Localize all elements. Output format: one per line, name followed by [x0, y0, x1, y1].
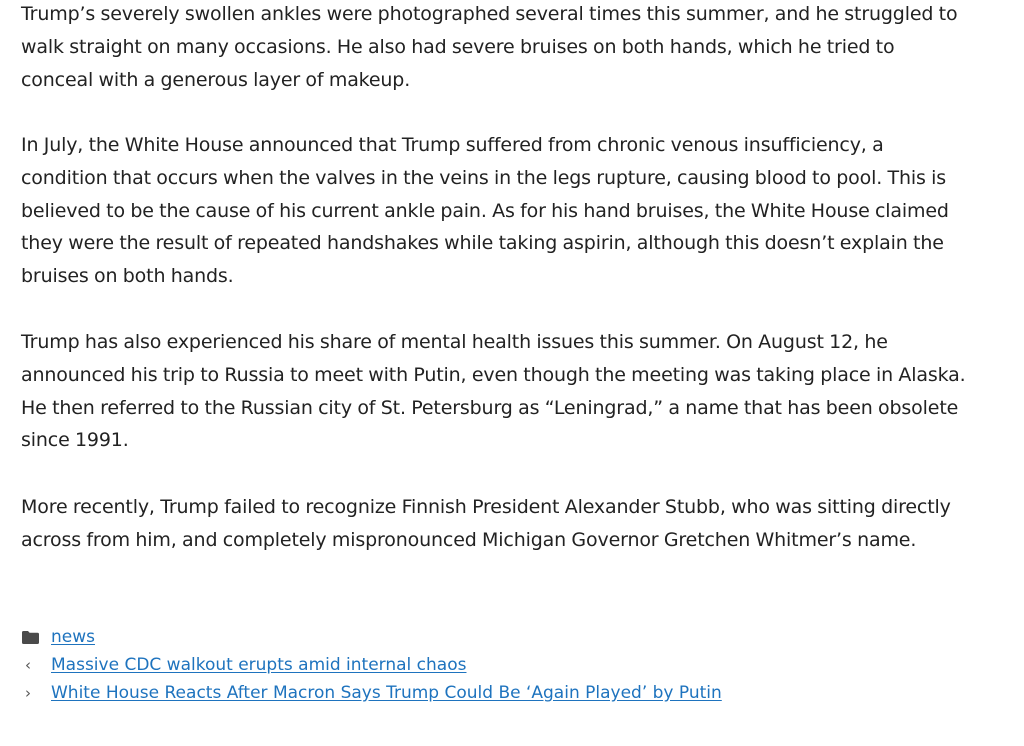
next-post-link[interactable]: White House Reacts After Macron Says Trump Could Be ‘Again Played’ by Putin	[51, 683, 722, 703]
chevron-left-icon: ‹	[25, 655, 31, 674]
previous-post-nav	[21, 655, 466, 675]
article-paragraph-3: Trump has also experienced his share of mental health issues this summer. On August 12, he announced his trip to Russia to meet with Putin, even though the meeting was taking place in Alaska. He then referred to the Russian city of St. Petersburg as “Leningrad,” a name that has been obsolete since 1991.	[21, 331, 966, 452]
next-post-nav	[21, 683, 722, 703]
post-categories	[21, 627, 95, 647]
folder-icon	[21, 630, 51, 645]
article-paragraph-4: More recently, Trump failed to recognize Finnish President Alexander Stubb, who was sitting directly across from him, and completely mispronounced Michigan Governor Gretchen Whitmer’s name.	[21, 496, 951, 551]
previous-post-link[interactable]: Massive CDC walkout erupts amid internal chaos	[51, 655, 467, 675]
article-paragraph-2: In July, the White House announced that Trump suffered from chronic venous insufficiency, a condition that occurs when the valves in the veins in the legs rupture, causing blood to pool. This is believed to be the cause of his current ankle pain. As for his hand bruises, the White House claimed they were the result of repeated handshakes while taking aspirin, although this doesn’t explain the bruises on both hands.	[21, 134, 949, 288]
chevron-right-icon: ›	[25, 683, 31, 702]
category-link-news[interactable]: news	[51, 627, 95, 647]
article-paragraph-1: Trump’s severely swollen ankles were photographed several times this summer, and he struggled to walk straight on many occasions. He also had severe bruises on both hands, which he tried to conceal with a generous layer of makeup.	[21, 3, 958, 91]
